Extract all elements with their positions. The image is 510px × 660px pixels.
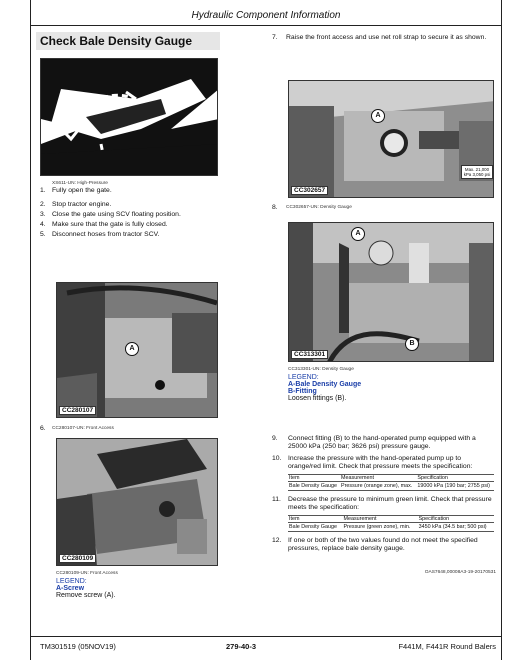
step-text: Disconnect hoses from tractor SCV. — [52, 231, 160, 238]
callout-a: A — [125, 342, 139, 356]
legend-item: B-Fitting — [288, 388, 317, 395]
fig4-caption: CC302657-UN: Density Gauge — [286, 205, 352, 210]
header-rule — [30, 25, 502, 26]
step-9 — [272, 435, 494, 451]
footer-model: F441M, F441R Round Balers — [398, 642, 496, 651]
step-num: 9. — [272, 435, 278, 442]
legend-heading: LEGEND: — [288, 374, 319, 381]
step-num: 12. — [272, 537, 282, 544]
step-text: Fully open the gate. — [52, 187, 112, 194]
footer-page-number: 279-40-3 — [226, 642, 257, 651]
callout-a: A — [371, 109, 385, 123]
step-num: 10. — [272, 455, 282, 462]
col-item: Item — [288, 475, 340, 482]
cell-measurement: Pressure (green zone), min. — [343, 524, 411, 530]
step-text: If one or both of the two values found do not meet the specified pressures, replace bale density gauge. — [288, 537, 478, 552]
col-item: Item — [288, 516, 343, 523]
cell-measurement: Pressure (orange zone), max. — [341, 483, 413, 489]
step-text: Close the gate using SCV floating position. — [52, 211, 181, 218]
col-measurement: Measurement — [343, 516, 418, 523]
step-1 — [40, 187, 220, 195]
figure-density-gauge-2 — [288, 222, 494, 362]
fig2-caption: CC280107-UN: Front Access — [52, 426, 114, 431]
legend-item: A-Bale Density Gauge — [288, 381, 362, 388]
figure-front-access-screw — [56, 282, 218, 418]
steps-right — [272, 435, 494, 555]
step-text: Decrease the pressure to minimum green limit. Check that pressure meets the specification: — [288, 496, 492, 511]
document-reference: OAS7648,00008A3-19-20170531 — [424, 570, 496, 575]
step-text: Increase the pressure with the hand-operated pump up to orange/red limit. Check that pressure meets the specification: — [288, 455, 473, 470]
step-3 — [40, 211, 220, 219]
figure-code: CC280107 — [59, 406, 96, 415]
step-num: 8. — [272, 204, 278, 211]
step-num: 4. — [40, 221, 46, 228]
figure-code: CC302657 — [291, 186, 328, 195]
cell-item: Bale Density Gauge — [289, 483, 337, 489]
step-6 — [40, 425, 220, 433]
figure-code: CC280109 — [59, 554, 96, 563]
step-10 — [272, 455, 494, 471]
col-specification: Specification — [416, 475, 494, 482]
step-num: 6. — [40, 425, 46, 432]
step-8 — [272, 204, 494, 212]
legend-item: A-Screw — [56, 585, 85, 592]
step-num: 3. — [40, 211, 46, 218]
step-text: Raise the front access and use net roll strap to secure it as shown. — [286, 34, 487, 41]
step-12 — [272, 537, 494, 553]
step-text: Make sure that the gate is fully closed. — [52, 221, 168, 228]
step-11 — [272, 496, 494, 512]
legend-text: Loosen fittings (B). — [288, 395, 347, 402]
fig3-caption: CC280109-UN: Front Access — [56, 571, 118, 576]
section-title: Check Bale Density Gauge — [36, 32, 220, 50]
figure-code: CC313301 — [291, 350, 328, 359]
step-2 — [40, 201, 220, 209]
page-header: Hydraulic Component Information — [191, 10, 341, 21]
step-text: Connect fitting (B) to the hand-operated pump equipped with a 25000 kPa (250 bar; 3626 psi) pressure gauge. — [288, 435, 476, 450]
pressure-sticker: Max. 21,000 kPa 3,050 psi — [461, 165, 493, 179]
callout-b: B — [405, 337, 419, 351]
fig1-caption: XS611-UN: High-Pressure — [52, 181, 108, 186]
step-num: 1. — [40, 187, 46, 194]
legend-right — [288, 374, 494, 402]
figure-high-pressure — [40, 58, 218, 176]
step-num: 2. — [40, 201, 46, 208]
step-num: 5. — [40, 231, 46, 238]
step-num: 7. — [272, 34, 278, 41]
steps-left — [40, 181, 220, 241]
step-7 — [272, 34, 494, 42]
step-4 — [40, 221, 220, 229]
figure-density-gauge-1 — [288, 80, 494, 198]
cell-item: Bale Density Gauge — [289, 524, 337, 530]
step-5 — [40, 231, 220, 239]
footer-rule — [30, 636, 502, 637]
legend-left — [56, 578, 221, 599]
legend-heading: LEGEND: — [56, 578, 87, 585]
legend-text: Remove screw (A). — [56, 592, 116, 599]
figure-front-access-raised — [56, 438, 218, 566]
fig5-caption: CC313301-UN: Density Gauge — [288, 367, 354, 372]
col-measurement: Measurement — [340, 475, 416, 482]
footer-tm-number: TM301519 (05NOV19) — [40, 642, 116, 651]
callout-a: A — [351, 227, 365, 241]
col-specification: Specification — [418, 516, 494, 523]
step-text: Stop tractor engine. — [52, 201, 112, 208]
cell-specification: 3450 kPa (34.5 bar; 500 psi) — [418, 524, 487, 530]
step-num: 11. — [272, 496, 281, 503]
cell-specification: 19000 kPa (190 bar; 2755 psi) — [417, 483, 490, 489]
spec-table-min — [288, 515, 494, 532]
spec-table-max — [288, 474, 494, 491]
